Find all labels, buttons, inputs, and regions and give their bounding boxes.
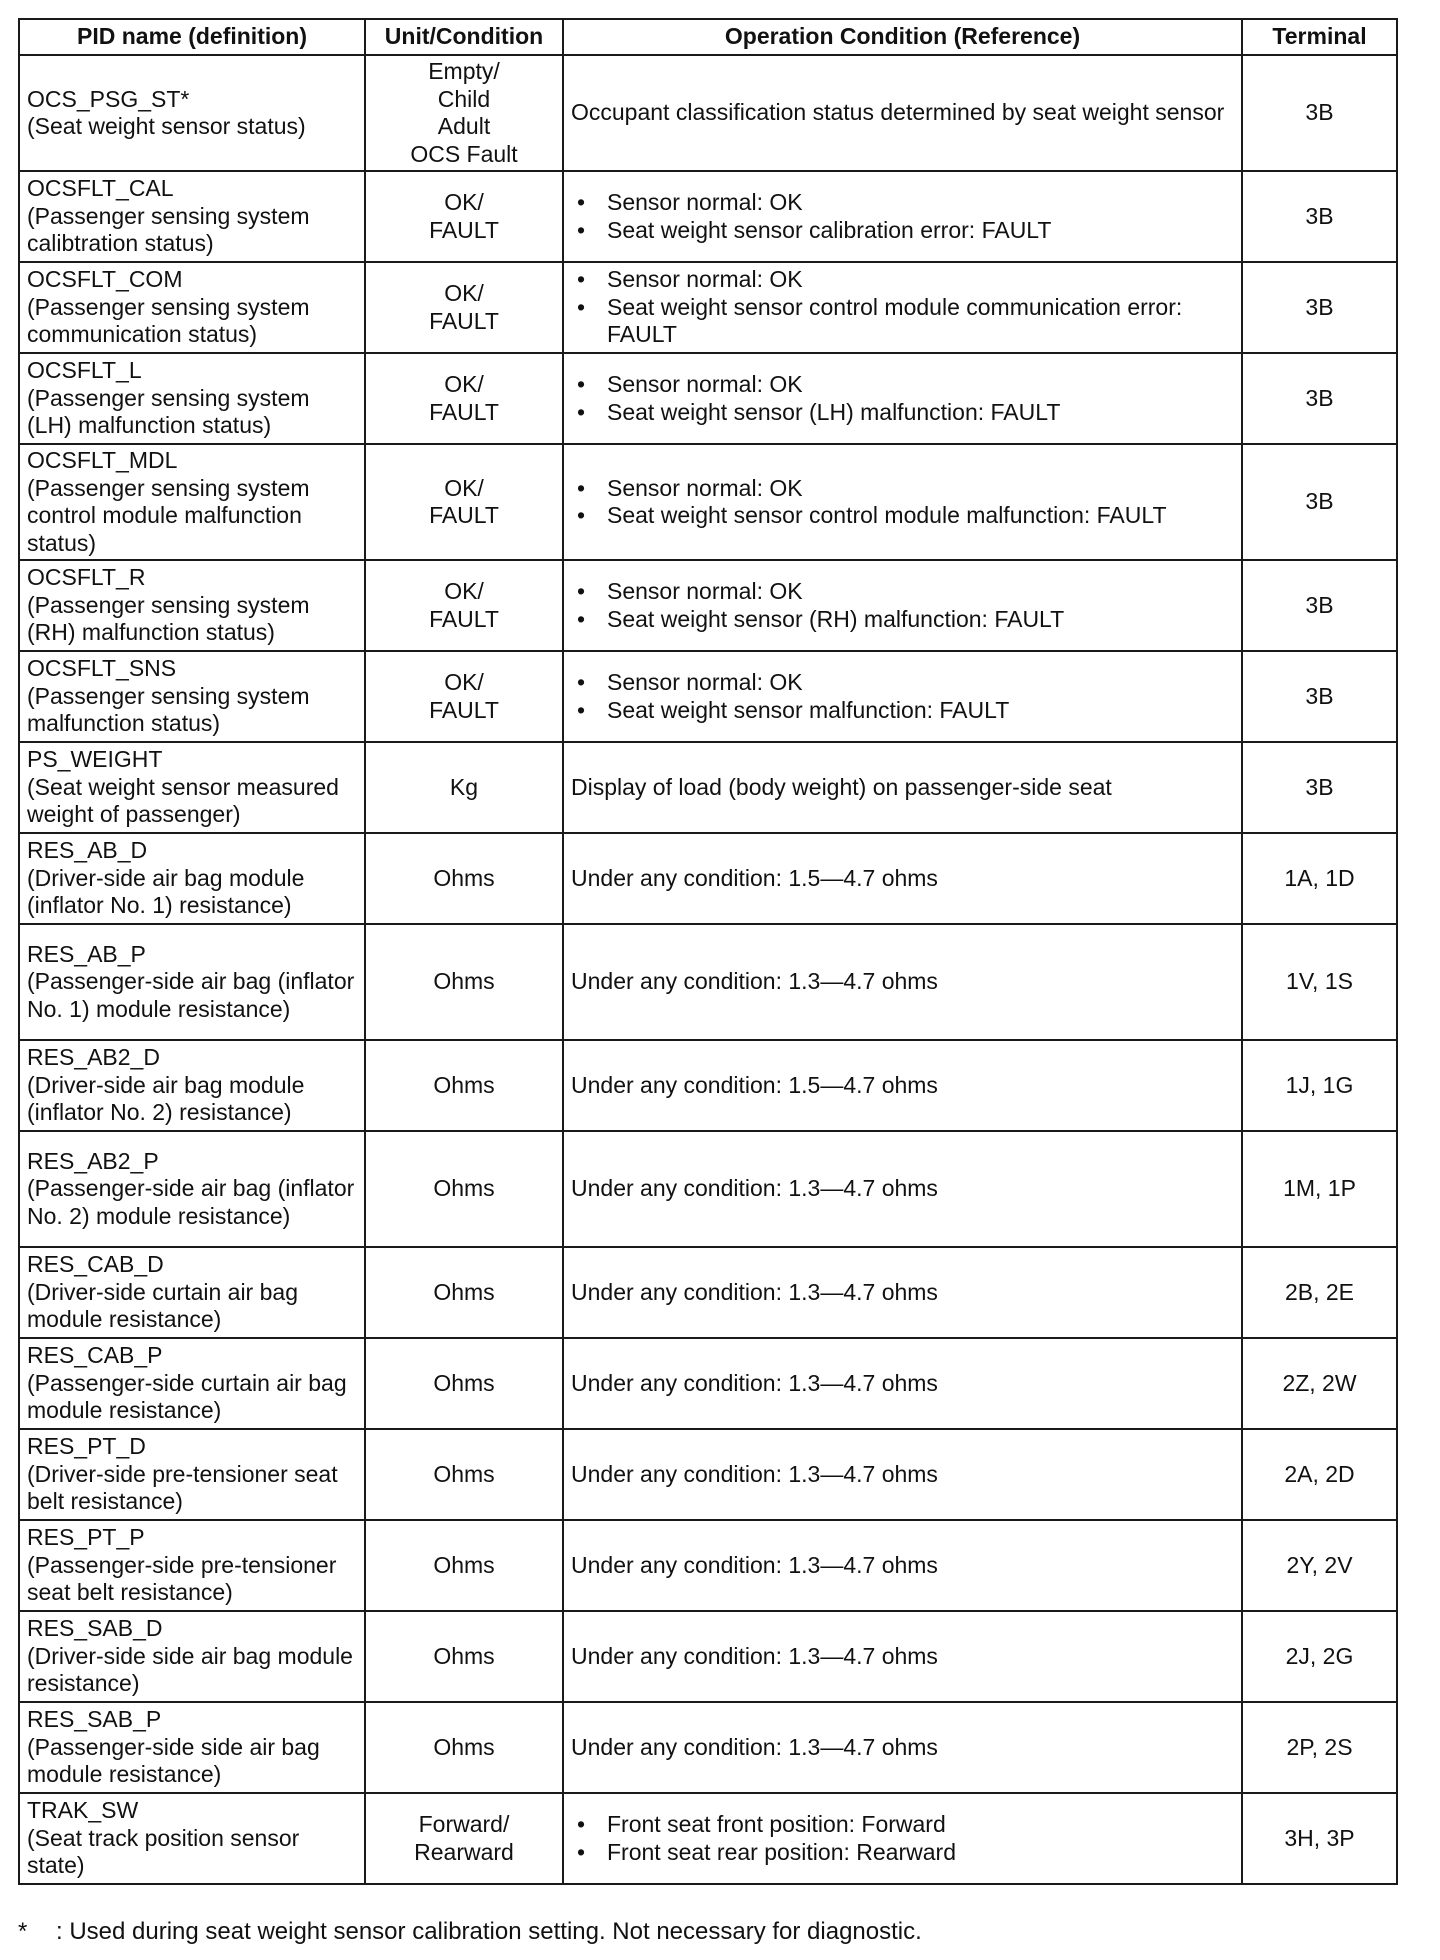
table-row xyxy=(19,55,1397,171)
pid-name-cell xyxy=(19,651,365,742)
table-row xyxy=(19,1702,1397,1793)
table-row xyxy=(19,444,1397,560)
pid-definition: (Passenger sensing system (LH) malfunction status) xyxy=(27,384,310,439)
unit-condition-cell xyxy=(365,1131,563,1247)
pid-document xyxy=(18,18,1396,1885)
pid-definition: (Passenger-side air bag (inflator No. 2) module resistance) xyxy=(27,1175,355,1229)
unit-line: FAULT xyxy=(429,696,499,723)
operation-condition-cell xyxy=(563,924,1242,1040)
operation-condition-cell xyxy=(563,1702,1242,1793)
pid-definition: (Driver-side air bag module (inflator No. 1) resistance) xyxy=(27,864,305,919)
condition-text: Under any condition: 1.5—4.7 ohms xyxy=(571,1071,938,1098)
terminal-cell: 3B xyxy=(1242,55,1397,171)
table-row xyxy=(19,171,1397,262)
unit-line: Forward/ xyxy=(418,1811,510,1837)
condition-bullet: • Sensor normal: OK xyxy=(571,189,1234,217)
table-row xyxy=(19,1131,1397,1247)
table-row xyxy=(19,560,1397,651)
unit-condition-cell xyxy=(365,742,563,833)
pid-definition: (Seat weight sensor measured weight of passenger) xyxy=(27,773,339,828)
condition-bullet: • Seat weight sensor control module malfunction: FAULT xyxy=(571,502,1234,530)
operation-condition-cell xyxy=(563,833,1242,924)
pid-id: OCSFLT_SNS xyxy=(27,655,177,682)
table-row xyxy=(19,1611,1397,1702)
operation-condition-cell xyxy=(563,444,1242,560)
operation-condition-cell xyxy=(563,55,1242,171)
pid-id: RES_SAB_D xyxy=(27,1615,163,1642)
unit-line: OK/ xyxy=(444,578,484,604)
header-unit-condition: Unit/Condition xyxy=(365,19,563,55)
terminal-cell: 2A, 2D xyxy=(1242,1429,1397,1520)
pid-id: RES_PT_P xyxy=(27,1524,145,1551)
terminal-cell: 3B xyxy=(1242,560,1397,651)
unit-line: OK/ xyxy=(444,280,484,306)
unit-line: Ohms xyxy=(433,1551,495,1578)
unit-line: OK/ xyxy=(444,371,484,397)
footnote xyxy=(18,1917,922,1947)
condition-bullet-list xyxy=(571,371,1234,426)
pid-definition: (Passenger-side pre-tensioner seat belt resistance) xyxy=(27,1551,337,1606)
operation-condition-cell xyxy=(563,1793,1242,1884)
unit-line: Ohms xyxy=(433,1071,495,1098)
unit-line: Ohms xyxy=(433,1733,495,1760)
terminal-cell: 2J, 2G xyxy=(1242,1611,1397,1702)
unit-line: OK/ xyxy=(444,669,484,695)
unit-line: Rearward xyxy=(414,1838,514,1865)
terminal-cell: 1V, 1S xyxy=(1242,924,1397,1040)
pid-name-cell xyxy=(19,742,365,833)
condition-bullet: • Sensor normal: OK xyxy=(571,266,1234,294)
unit-condition-cell xyxy=(365,651,563,742)
operation-condition-cell xyxy=(563,1040,1242,1131)
pid-name-cell xyxy=(19,262,365,353)
condition-bullet: • Seat weight sensor malfunction: FAULT xyxy=(571,697,1234,725)
condition-bullet: • Sensor normal: OK xyxy=(571,578,1234,606)
condition-bullet: • Sensor normal: OK xyxy=(571,475,1234,503)
terminal-cell: 3B xyxy=(1242,353,1397,444)
pid-definition: (Seat weight sensor status) xyxy=(27,113,306,139)
pid-definition: (Driver-side side air bag module resistance) xyxy=(27,1642,353,1697)
pid-definition: (Seat track position sensor state) xyxy=(27,1824,300,1879)
unit-line: Ohms xyxy=(433,1460,495,1487)
condition-text: Under any condition: 1.3—4.7 ohms xyxy=(571,1175,938,1202)
unit-line: Empty/ xyxy=(428,58,500,84)
unit-condition-cell xyxy=(365,924,563,1040)
pid-name-cell xyxy=(19,353,365,444)
operation-condition-cell xyxy=(563,171,1242,262)
unit-line: FAULT xyxy=(429,398,499,425)
pid-id: OCSFLT_COM xyxy=(27,266,183,293)
table-row xyxy=(19,924,1397,1040)
condition-bullet-list xyxy=(571,475,1234,530)
operation-condition-cell xyxy=(563,742,1242,833)
terminal-cell: 3B xyxy=(1242,262,1397,353)
pid-name-cell xyxy=(19,924,365,1040)
pid-name-cell xyxy=(19,444,365,560)
condition-bullet-list xyxy=(571,1811,1234,1866)
pid-name-cell xyxy=(19,1247,365,1338)
operation-condition-cell xyxy=(563,262,1242,353)
pid-definition: (Driver-side air bag module (inflator No. 2) resistance) xyxy=(27,1071,305,1126)
pid-name-cell xyxy=(19,1429,365,1520)
pid-name-cell xyxy=(19,1131,365,1247)
unit-condition-cell xyxy=(365,833,563,924)
condition-text: Under any condition: 1.3—4.7 ohms xyxy=(571,1369,938,1396)
table-row xyxy=(19,742,1397,833)
pid-name-cell xyxy=(19,55,365,171)
terminal-cell: 3B xyxy=(1242,444,1397,560)
pid-id: RES_AB2_D xyxy=(27,1044,160,1071)
pid-name-cell xyxy=(19,1520,365,1611)
operation-condition-cell xyxy=(563,1338,1242,1429)
pid-definition: (Passenger sensing system malfunction status) xyxy=(27,682,310,737)
condition-bullet-list xyxy=(571,578,1234,633)
unit-condition-cell xyxy=(365,353,563,444)
unit-line: Ohms xyxy=(433,1278,495,1305)
terminal-cell: 3B xyxy=(1242,742,1397,833)
condition-text: Occupant classification status determined by seat weight sensor xyxy=(571,99,1225,126)
terminal-cell: 3H, 3P xyxy=(1242,1793,1397,1884)
pid-name-cell xyxy=(19,833,365,924)
condition-bullet: • Seat weight sensor (LH) malfunction: FAULT xyxy=(571,399,1234,427)
pid-id: TRAK_SW xyxy=(27,1797,139,1824)
unit-line: Adult xyxy=(437,113,491,139)
operation-condition-cell xyxy=(563,1611,1242,1702)
condition-bullet: • Front seat rear position: Rearward xyxy=(571,1839,1234,1867)
pid-id: RES_PT_D xyxy=(27,1433,146,1460)
terminal-cell: 2Z, 2W xyxy=(1242,1338,1397,1429)
table-row xyxy=(19,651,1397,742)
pid-id: RES_CAB_P xyxy=(27,1342,163,1369)
unit-line: OK/ xyxy=(444,474,484,501)
header-row xyxy=(19,19,1397,55)
unit-condition-cell xyxy=(365,262,563,353)
terminal-cell: 1A, 1D xyxy=(1242,833,1397,924)
unit-condition-cell xyxy=(365,55,563,171)
header-operation-condition: Operation Condition (Reference) xyxy=(563,19,1242,55)
pid-id: OCSFLT_L xyxy=(27,357,142,384)
condition-text: Under any condition: 1.3—4.7 ohms xyxy=(571,1460,938,1487)
unit-line: FAULT xyxy=(429,502,499,528)
pid-id: OCSFLT_MDL xyxy=(27,447,178,473)
operation-condition-cell xyxy=(563,560,1242,651)
unit-line: OCS Fault xyxy=(410,140,518,167)
operation-condition-cell xyxy=(563,1131,1242,1247)
terminal-cell: 2P, 2S xyxy=(1242,1702,1397,1793)
pid-id: RES_SAB_P xyxy=(27,1706,162,1733)
pid-id: OCSFLT_R xyxy=(27,564,146,591)
header-terminal: Terminal xyxy=(1242,19,1397,55)
pid-name-cell xyxy=(19,1793,365,1884)
operation-condition-cell xyxy=(563,1247,1242,1338)
table-row xyxy=(19,1793,1397,1884)
condition-bullet: • Sensor normal: OK xyxy=(571,669,1234,697)
pid-definition: (Passenger-side curtain air bag module resistance) xyxy=(27,1369,347,1424)
unit-condition-cell xyxy=(365,1247,563,1338)
pid-name-cell xyxy=(19,1611,365,1702)
unit-line: FAULT xyxy=(429,307,499,334)
pid-id: RES_CAB_D xyxy=(27,1251,164,1278)
unit-condition-cell xyxy=(365,1702,563,1793)
condition-text: Under any condition: 1.5—4.7 ohms xyxy=(571,864,938,891)
condition-bullet: • Front seat front position: Forward xyxy=(571,1811,1234,1839)
unit-line: Ohms xyxy=(433,1642,495,1669)
condition-bullet: • Seat weight sensor (RH) malfunction: FAULT xyxy=(571,606,1234,634)
condition-text: Under any condition: 1.3—4.7 ohms xyxy=(571,1278,938,1305)
unit-condition-cell xyxy=(365,1611,563,1702)
operation-condition-cell xyxy=(563,1429,1242,1520)
operation-condition-cell xyxy=(563,353,1242,444)
unit-line: FAULT xyxy=(429,216,499,243)
unit-condition-cell xyxy=(365,444,563,560)
terminal-cell: 3B xyxy=(1242,171,1397,262)
unit-line: Ohms xyxy=(433,864,495,891)
condition-text: Display of load (body weight) on passenger-side seat xyxy=(571,773,1112,800)
condition-text: Under any condition: 1.3—4.7 ohms xyxy=(571,968,938,995)
table-row xyxy=(19,833,1397,924)
terminal-cell: 2Y, 2V xyxy=(1242,1520,1397,1611)
table-row xyxy=(19,262,1397,353)
unit-line: OK/ xyxy=(444,189,484,215)
pid-id: PS_WEIGHT xyxy=(27,746,163,773)
condition-text: Under any condition: 1.3—4.7 ohms xyxy=(571,1733,938,1760)
terminal-cell: 2B, 2E xyxy=(1242,1247,1397,1338)
unit-condition-cell xyxy=(365,1520,563,1611)
terminal-cell: 1M, 1P xyxy=(1242,1131,1397,1247)
unit-condition-cell xyxy=(365,1338,563,1429)
footnote-text: : Used during seat weight sensor calibration setting. Not necessary for diagnostic. xyxy=(56,1918,922,1945)
condition-bullet-list xyxy=(571,669,1234,724)
pid-definition: (Passenger-side air bag (inflator No. 1) module resistance) xyxy=(27,968,355,1022)
pid-definition: (Passenger-side side air bag module resistance) xyxy=(27,1733,320,1788)
condition-bullet: • Seat weight sensor calibration error: FAULT xyxy=(571,217,1234,245)
condition-text: Under any condition: 1.3—4.7 ohms xyxy=(571,1551,938,1578)
unit-line: FAULT xyxy=(429,605,499,632)
pid-definition: (Passenger sensing system calibtration status) xyxy=(27,202,310,257)
pid-name-cell xyxy=(19,171,365,262)
pid-definition: (Passenger sensing system (RH) malfunction status) xyxy=(27,591,310,646)
table-row xyxy=(19,1247,1397,1338)
condition-bullet: • Seat weight sensor control module communication error: FAULT xyxy=(571,294,1234,349)
condition-bullet-list xyxy=(571,189,1234,244)
condition-bullet-list xyxy=(571,266,1234,349)
unit-condition-cell xyxy=(365,1429,563,1520)
operation-condition-cell xyxy=(563,1520,1242,1611)
condition-text: Under any condition: 1.3—4.7 ohms xyxy=(571,1642,938,1669)
pid-id: RES_AB_P xyxy=(27,940,146,967)
unit-condition-cell xyxy=(365,1793,563,1884)
operation-condition-cell xyxy=(563,651,1242,742)
pid-id: OCS_PSG_ST* xyxy=(27,85,190,112)
pid-name-cell xyxy=(19,560,365,651)
header-pid-name: PID name (definition) xyxy=(19,19,365,55)
terminal-cell: 1J, 1G xyxy=(1242,1040,1397,1131)
pid-name-cell xyxy=(19,1702,365,1793)
terminal-cell: 3B xyxy=(1242,651,1397,742)
pid-definition: (Passenger sensing system control module malfunction status) xyxy=(27,474,310,556)
table-row xyxy=(19,1520,1397,1611)
pid-definition: (Driver-side pre-tensioner seat belt resistance) xyxy=(27,1460,338,1515)
table-row xyxy=(19,1429,1397,1520)
unit-line: Child xyxy=(437,85,491,112)
pid-id: OCSFLT_CAL xyxy=(27,175,174,202)
unit-line: Ohms xyxy=(433,1175,495,1202)
pid-definition: (Passenger sensing system communication status) xyxy=(27,293,310,348)
unit-line: Kg xyxy=(449,773,479,800)
table-row xyxy=(19,1338,1397,1429)
pid-id: RES_AB2_P xyxy=(27,1147,159,1174)
unit-condition-cell xyxy=(365,171,563,262)
pid-name-cell xyxy=(19,1040,365,1131)
pid-definition: (Driver-side curtain air bag module resistance) xyxy=(27,1278,298,1333)
unit-condition-cell xyxy=(365,560,563,651)
pid-id: RES_AB_D xyxy=(27,837,148,864)
footnote-marker: * xyxy=(18,1918,28,1945)
unit-line: Ohms xyxy=(433,1369,495,1396)
table-row xyxy=(19,353,1397,444)
table-row xyxy=(19,1040,1397,1131)
condition-bullet: • Sensor normal: OK xyxy=(571,371,1234,399)
pid-name-cell xyxy=(19,1338,365,1429)
unit-condition-cell xyxy=(365,1040,563,1131)
pid-table xyxy=(18,18,1398,1885)
unit-line: Ohms xyxy=(433,968,495,995)
